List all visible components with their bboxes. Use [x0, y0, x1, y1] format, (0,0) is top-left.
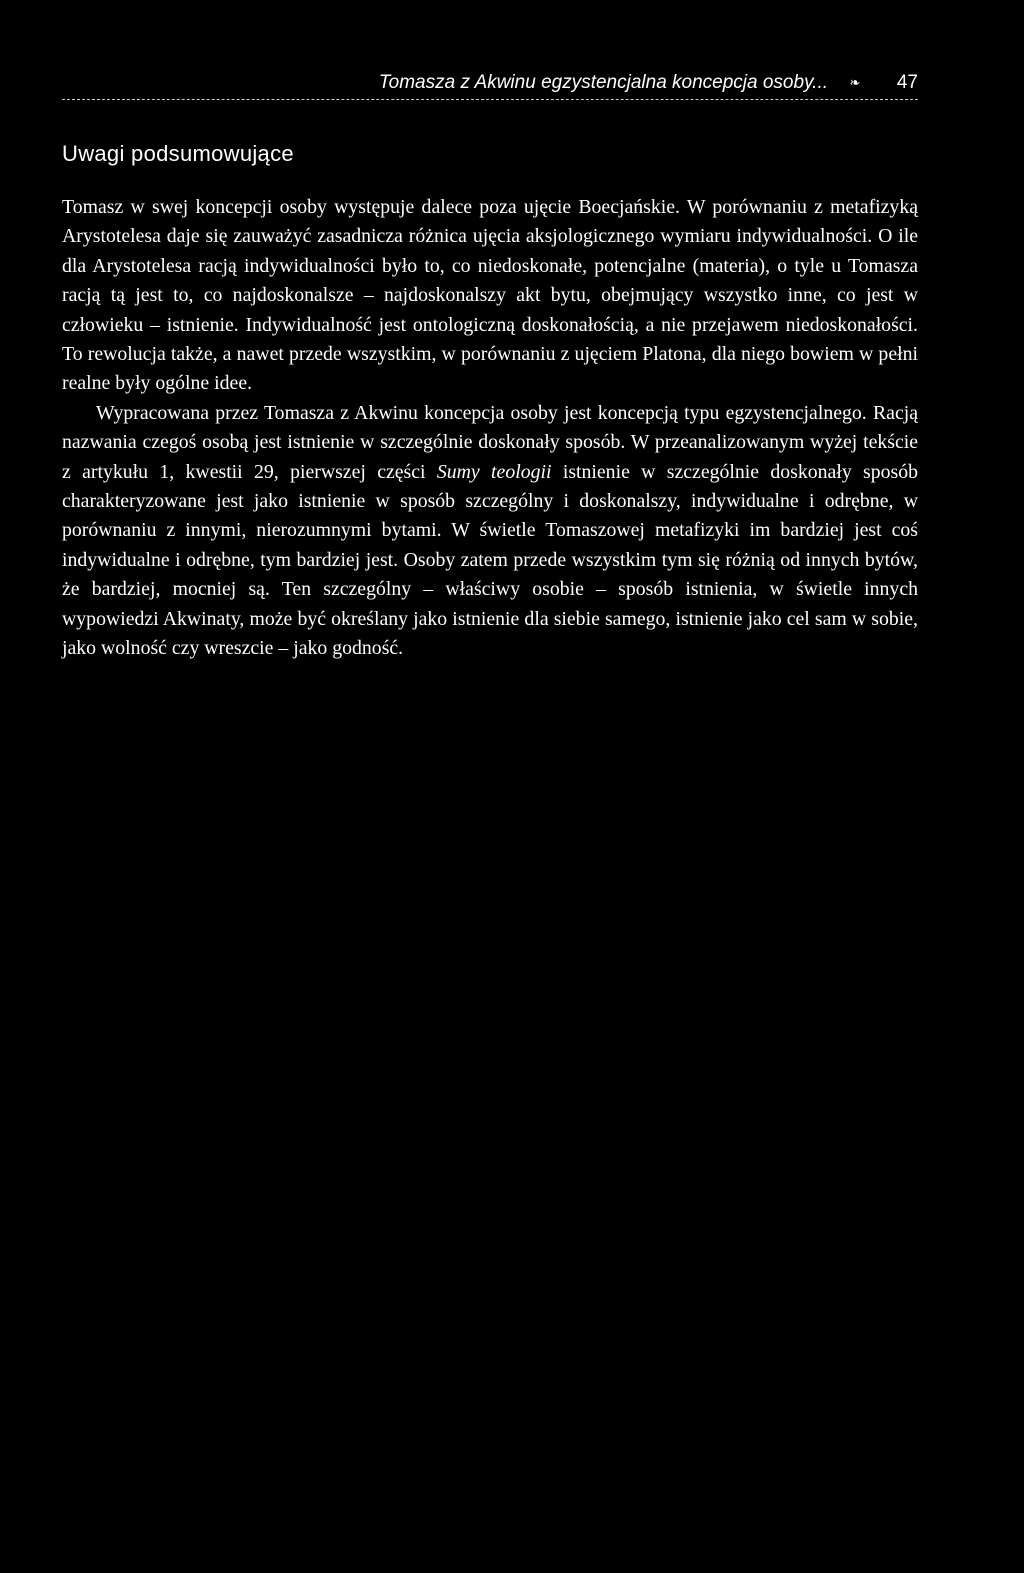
- section-heading: Uwagi podsumowujące: [62, 141, 294, 166]
- work-title: Sumy teologii: [436, 460, 552, 483]
- body-text: [62, 193, 918, 664]
- header-rule: [62, 99, 918, 100]
- fleuron-icon: ❧: [849, 75, 861, 90]
- page-number: 47: [896, 72, 918, 93]
- paragraph-2-lead: Wypracowana przez Tomasza z Akwinu koncepcja osoby jest koncepcją typu egzystencjalnego. Racją nazwania czegoś osobą jest istnienie w szczególnie doskonały sposób. W przeanalizowanym wyżej tekście z artykułu 1, kwestii 29, pierwszej części: [62, 401, 918, 483]
- running-header: [62, 68, 918, 98]
- running-title: Tomasza z Akwinu egzystencjalna koncepcja osoby...: [378, 72, 828, 93]
- paragraph-2-rest: istnienie w szczególnie doskonały sposób charakteryzowane jest jako istnienie w sposób szczególny i doskonalszy, indywidualne i odrębne, w porównaniu z innymi, nierozumnymi bytami. W świetle Tomaszowej metafizyki im bardziej jest coś indywidualne i odrębne, tym bardziej jest. Osoby zatem przede wszystkim tym się różnią od innych bytów, że bardziej, mocniej są. Ten szczególny – właściwy osobie – sposób istnienia, w świetle innych wypowiedzi Akwinaty, może być określany jako istnienie dla siebie samego, istnienie jako cel sam w sobie, jako wolność czy wreszcie – jako godność.: [62, 460, 919, 660]
- paragraph-1: Tomasz w swej koncepcji osoby występuje dalece poza ujęcie Boecjańskie. W porównaniu z metafizyką Arystotelesa daje się zauważyć zasadnicza różnica ujęcia aksjologicznego wymiaru indywidualności. O ile dla Arystotelesa racją indywidualności było to, co niedoskonałe, potencjalne (materia), o tyle u Tomasza racją tą jest to, co najdoskonalsze – najdoskonalszy akt bytu, obejmujący wszystko inne, co jest w człowieku – istnienie. Indywidualność jest ontologiczną doskonałością, a nie przejawem niedoskonałości. To rewolucja także, a nawet przede wszystkim, w porównaniu z ujęciem Platona, dla niego bowiem w pełni realne były ogólne idee.: [62, 196, 918, 395]
- paragraph-2: [62, 399, 918, 664]
